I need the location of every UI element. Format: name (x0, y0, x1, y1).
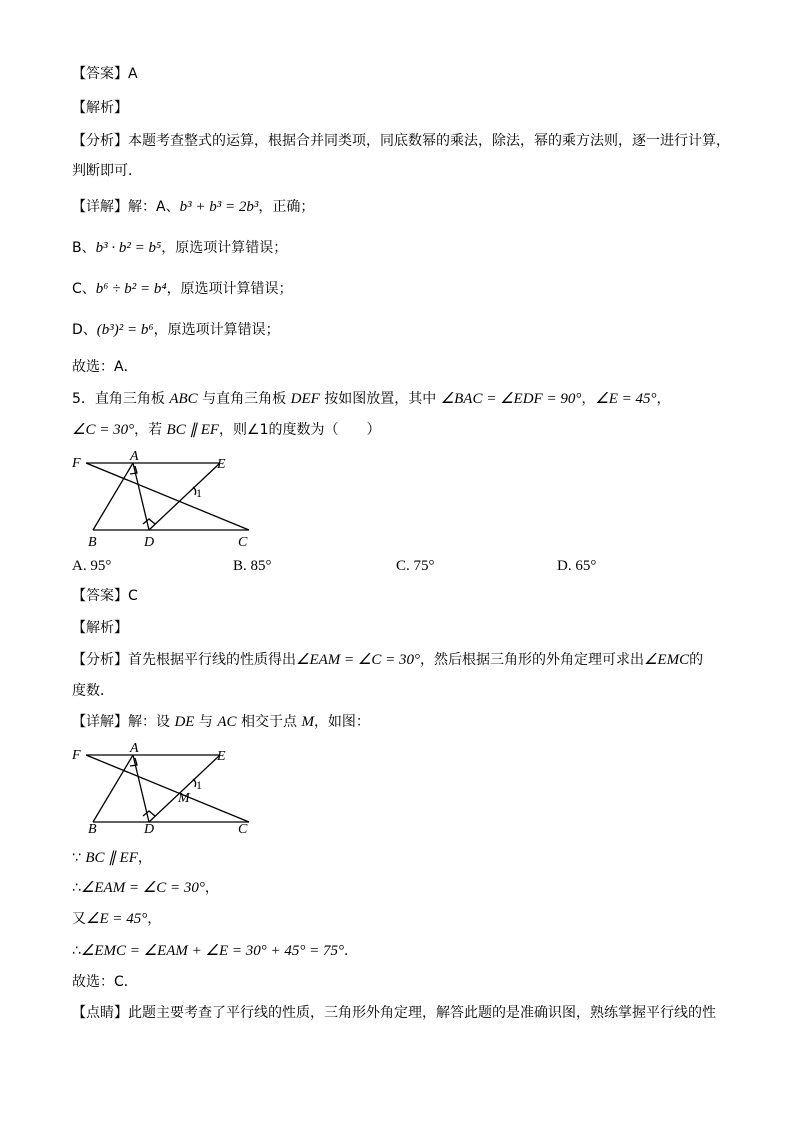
segment-BA (93, 463, 133, 530)
label-M: M (178, 791, 190, 806)
formula-a: b³ + b³ = 2b³ (179, 199, 259, 215)
formula-b: b³ · b² = b⁵ (95, 240, 162, 256)
formula-c: b⁶ ÷ b² = b⁴ (95, 281, 167, 297)
detail-line-d: D、(b³)² = b⁶，原选项计算错误； (72, 322, 280, 338)
figure-question (66, 446, 266, 550)
option-c: C. 75° (396, 558, 435, 574)
label-D: D (144, 822, 155, 837)
segment-BA (93, 755, 133, 822)
label-F: F (72, 456, 81, 471)
figure-solution (66, 738, 266, 842)
answer-line-q5: 【答案】C (72, 588, 138, 604)
option-a: A. 95° (72, 558, 112, 574)
segment-FC (86, 755, 249, 822)
choose-line-q5: 故选：C． (72, 974, 138, 990)
label-angle-1: 1 (196, 778, 202, 792)
right-angle-mark-D (143, 811, 155, 816)
label-C: C (238, 822, 248, 837)
step-2: ∴∠EAM = ∠C = 30°， (72, 880, 219, 896)
option-d: D. 65° (557, 558, 597, 574)
detail-line-c: C、b⁶ ÷ b² = b⁴，原选项计算错误； (72, 281, 293, 297)
label-D: D (144, 535, 155, 550)
label-angle-1: 1 (196, 486, 202, 500)
answer-line-prev: 【答案】A (72, 66, 138, 82)
right-angle-mark-D (143, 519, 155, 524)
question-5-stem-line2: ∠C = 30°，若 BC ∥ EF，则∠1的度数为（ ） (72, 422, 381, 438)
label-F: F (72, 748, 81, 763)
step-1: ∵ BC ∥ EF， (72, 850, 152, 866)
label-B: B (88, 535, 97, 550)
option-b: B. 85° (233, 558, 272, 574)
step-3: 又∠E = 45°， (72, 911, 162, 927)
analysis-text-q5-2: 度数． (72, 683, 114, 699)
segment-DE (149, 755, 220, 822)
segment-DE (149, 463, 220, 530)
label-C: C (238, 535, 248, 550)
label-A: A (130, 741, 139, 756)
formula-d: (b³)² = b⁶ (96, 322, 154, 338)
label-E: E (217, 457, 226, 472)
segment-FC (86, 463, 249, 530)
analysis-heading-q5: 【解析】 (72, 620, 128, 636)
analysis-text-prev-2: 判断即可． (72, 163, 142, 179)
choose-line-prev: 故选：A． (72, 359, 138, 375)
analysis-heading-prev: 【解析】 (72, 100, 128, 116)
detail-line-b: B、b³ · b² = b⁵，原选项计算错误； (72, 240, 288, 256)
label-A: A (130, 449, 139, 464)
step-4: ∴∠EMC = ∠EAM + ∠E = 30° + 45° = 75°． (72, 943, 359, 959)
label-E: E (217, 749, 226, 764)
comment-line-q5: 【点睛】此题主要考查了平行线的性质，三角形外角定理，解答此题的是准确识图，熟练掌握平行线的性 (72, 1005, 716, 1021)
analysis-text-q5-1: 【分析】首先根据平行线的性质得出∠EAM = ∠C = 30°，然后根据三角形的外角定理可求出∠EMC的 (72, 652, 704, 668)
analysis-text-prev-1: 【分析】本题考查整式的运算，根据合并同类项，同底数幂的乘法，除法，幂的乘方法则，逐一进行计算， (72, 133, 730, 149)
question-5-stem-line1: 5．直角三角板 ABC 与直角三角板 DEF 按如图放置，其中 ∠BAC = ∠EDF = 90°，∠E = 45°， (72, 391, 671, 407)
label-B: B (88, 822, 97, 837)
detail-line-q5: 【详解】解：设 DE 与 AC 相交于点 M，如图： (72, 714, 370, 730)
detail-line-a: 【详解】解：A、b³ + b³ = 2b³，正确； (72, 199, 315, 215)
